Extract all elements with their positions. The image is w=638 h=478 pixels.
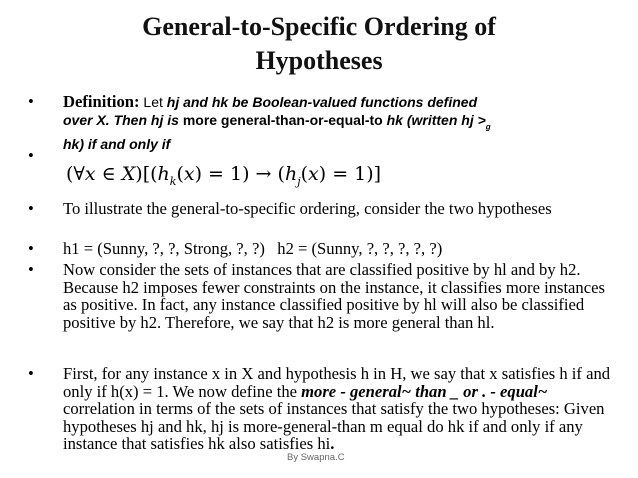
definition-label: Definition: (63, 92, 140, 111)
formula-eq1: ) = 1) → ( (194, 163, 285, 185)
definition-let: Let (139, 94, 167, 110)
formula-k: k (169, 174, 177, 188)
formula-h: h (157, 163, 170, 185)
bullet-dot: • (28, 239, 34, 258)
formula-in: ∈ (95, 163, 122, 185)
formula-x3: x (308, 163, 319, 185)
definition-part-6: hk) if and only if (63, 136, 171, 153)
formula-j: j (297, 174, 301, 188)
formula-mid: )[( (135, 163, 158, 185)
bullet-text-end: . (330, 434, 335, 454)
definition-part-5: hk (written hj > (386, 112, 486, 128)
definition-part-4: more general-than-or-equal-to (182, 112, 387, 128)
formula-set-x: X (121, 163, 136, 185)
definition-text (63, 93, 618, 153)
formula-x2: x (183, 163, 195, 185)
bullet-text: h1 = (Sunny, ?, ?, Strong, ?, ?) h2 = (Sunny, ?, ?, ?, ?, ?) (63, 239, 443, 258)
formula-paren2: ( (300, 163, 309, 185)
title-line-1: General-to-Specific Ordering of (142, 12, 496, 41)
page-title (0, 10, 638, 78)
formula-paren: ( (176, 163, 184, 185)
formula-h2: h (284, 163, 298, 185)
bullet-dot: • (28, 92, 34, 111)
definition-part-2: hj and hk be Boolean-valued functions defined (166, 94, 478, 110)
formula-x: x (84, 163, 96, 185)
bullet-text-part-2: correlation in terms of the sets of instances that satisfy the two hypotheses: Given hypotheses hj and hk, hj is more-general-than m equal do hk if and only if any instance that satisfies hk also satisfies hi (63, 399, 605, 454)
bullet-dot: • (28, 260, 34, 279)
definition-formula (66, 163, 381, 188)
bullet-dot: • (28, 199, 34, 218)
definition-part-3: over X. Then hj is (63, 112, 183, 128)
formula-eq2: ) = 1)] (318, 163, 382, 185)
title-line-2: Hypotheses (255, 46, 383, 75)
bullet-text-emphasis: more - general~ than _ or . - equal~ (301, 381, 548, 401)
bullet-text: To illustrate the general-to-specific ordering, consider the two hypotheses (63, 199, 552, 218)
formula-open: (∀ (66, 163, 85, 185)
definition-sub-g: g (485, 122, 491, 132)
bullet-text (63, 365, 618, 453)
footer-author: By Swapna.C (287, 452, 345, 463)
bullet-text: Now consider the sets of instances that are classified positive by hl and by h2. Because h2 imposes fewer constraints on the instance, it classifies more instances as positive. In fact, any instance classified positive by hl will also be classified positive by h2. Therefore, we say that h2 is more general than hl. (63, 260, 605, 332)
bullet-text-part-1: First, for any instance x in X and hypothesis h in H, we say that x satisfies h if and only if h(x) = 1. We now define the (63, 364, 611, 401)
bullet-dot: • (28, 364, 34, 383)
bullet-dot: • (28, 146, 34, 165)
